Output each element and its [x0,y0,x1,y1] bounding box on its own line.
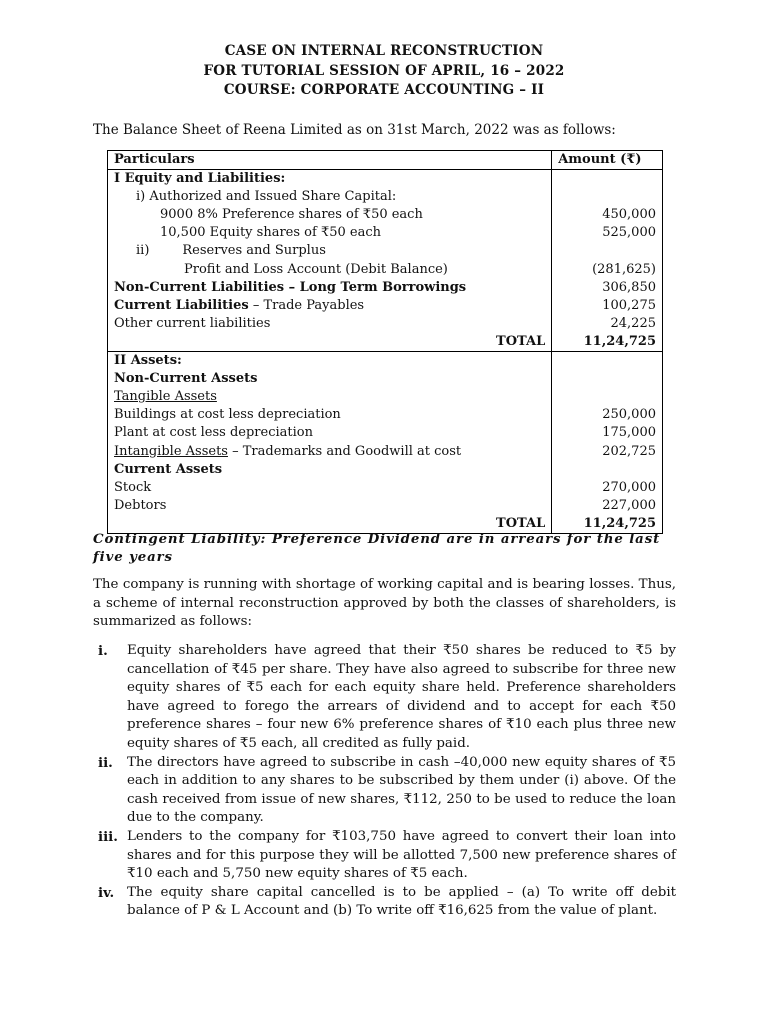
trademarks-label: – Trademarks and Goodwill at cost [227,443,462,459]
buildings-amount: 250,000 [552,406,663,424]
table-row [108,479,663,497]
reserves-number: ii) [136,243,150,259]
table-row [108,388,663,406]
assets-total-amount: 11,24,725 [552,515,663,534]
stock-label: Stock [108,479,552,497]
non-current-liabilities-label: Non-Current Liabilities – Long Term Borrowings [108,279,552,297]
debtors-label: Debtors [108,497,552,515]
current-assets-label: Current Assets [108,461,552,479]
equity-liabilities-heading: I Equity and Liabilities: [108,170,552,189]
col-particulars: Particulars [108,151,552,170]
other-current-liabilities-label: Other current liabilities [108,315,552,333]
list-item-text: The equity share capital cancelled is to be applied – (a) To write off debit balance of P & L Account and (b) To write off ₹16,625 from the value of plant. [127,884,676,919]
table-row [108,224,663,242]
table-row [108,497,663,515]
table-row [108,188,663,206]
table-row [108,242,663,260]
list-item-number: i. [98,643,108,659]
reserves-label: Reserves and Surplus [182,243,326,259]
table-row [108,297,663,315]
equity-total-row [108,333,663,352]
assets-heading: II Assets: [108,352,552,371]
list-item-text: Lenders to the company for ₹103,750 have agreed to convert their loan into shares and for this purpose they will be allotted 7,500 new preference shares of ₹10 each and 5,750 new equity shares of ₹5 each. [127,828,676,882]
scheme-intro-paragraph: The company is running with shortage of working capital and is bearing losses. Thus, a scheme of internal reconstruction approved by both the classes of shareholders, is summarized as follows: [93,577,676,629]
equity-shares-amount: 525,000 [552,224,663,242]
plant-amount: 175,000 [552,424,663,442]
table-row [108,206,663,224]
table-row [108,461,663,479]
table-row [108,370,663,388]
stock-amount: 270,000 [552,479,663,497]
pl-label: Profit and Loss Account (Debit Balance) [108,261,552,279]
intangible-assets-amount: 202,725 [552,443,663,461]
col-amount: Amount (₹) [552,151,663,170]
table-row [108,424,663,442]
pl-amount: (281,625) [552,261,663,279]
table-row [108,261,663,279]
current-liabilities-label: Current Liabilities [114,297,249,313]
title-line-3: COURSE: CORPORATE ACCOUNTING – II [223,82,545,98]
contingent-liability-note: Contingent Liability: Preference Dividend are in arrears for the last five years [93,532,661,565]
other-current-liabilities-amount: 24,225 [552,315,663,333]
pref-shares-amount: 450,000 [552,206,663,224]
list-item [93,884,676,921]
tangible-assets-label: Tangible Assets [108,388,552,406]
table-row [108,443,663,461]
intro-text: The Balance Sheet of Reena Limited as on 31st March, 2022 was as follows: [93,122,616,138]
equity-total-label: TOTAL [108,333,552,352]
list-item-number: iv. [98,884,115,901]
intangible-assets-label: Intangible Assets [114,443,228,459]
plant-label: Plant at cost less depreciation [108,424,552,442]
table-row [108,315,663,333]
list-item-number: ii. [98,754,113,771]
non-current-assets-label: Non-Current Assets [108,370,552,388]
equity-shares-label: 10,500 Equity shares of ₹50 each [108,224,552,242]
scheme-list [93,642,676,921]
share-capital-label: i) Authorized and Issued Share Capital: [108,188,552,206]
table-header-row [108,151,663,170]
non-current-liabilities-amount: 306,850 [552,279,663,297]
pref-shares-label: 9000 8% Preference shares of ₹50 each [108,206,552,224]
equity-total-amount: 11,24,725 [552,333,663,352]
list-item [93,828,676,884]
list-item [93,754,676,828]
list-item-text: The directors have agreed to subscribe in cash –40,000 new equity shares of ₹5 each in addition to any shares to be subscribed by them under (i) above. Of the cash received from issue of new shares, ₹112, 250 to be used to reduce the loan due to the company. [127,754,676,826]
trade-payables-label: – Trade Payables [248,297,365,313]
debtors-amount: 227,000 [552,497,663,515]
list-item-text: Equity shareholders have agreed that their ₹50 shares be reduced to ₹5 by cancellation of ₹45 per share. They have also agreed to subscribe for three new equity shares of ₹5 each for each equity share held. Preference shareholders have agreed to forego the arrears of dividend and to accept for each ₹50 preference shares – four new 6% preference shares of ₹10 each plus three new equity shares of ₹5 each, all credited as fully paid. [127,643,676,751]
buildings-label: Buildings at cost less depreciation [108,406,552,424]
assets-total-label: TOTAL [108,515,552,534]
title-line-1: CASE ON INTERNAL RECONSTRUCTION [224,43,544,59]
table-row [108,279,663,297]
title-line-2: FOR TUTORIAL SESSION OF APRIL, 16 – 2022 [203,63,565,79]
table-row [108,352,663,371]
list-item-number: iii. [98,828,118,845]
table-row [108,406,663,424]
current-liabilities-amount: 100,275 [552,297,663,315]
balance-sheet-table [107,150,663,534]
table-row [108,170,663,189]
list-item [93,642,676,754]
